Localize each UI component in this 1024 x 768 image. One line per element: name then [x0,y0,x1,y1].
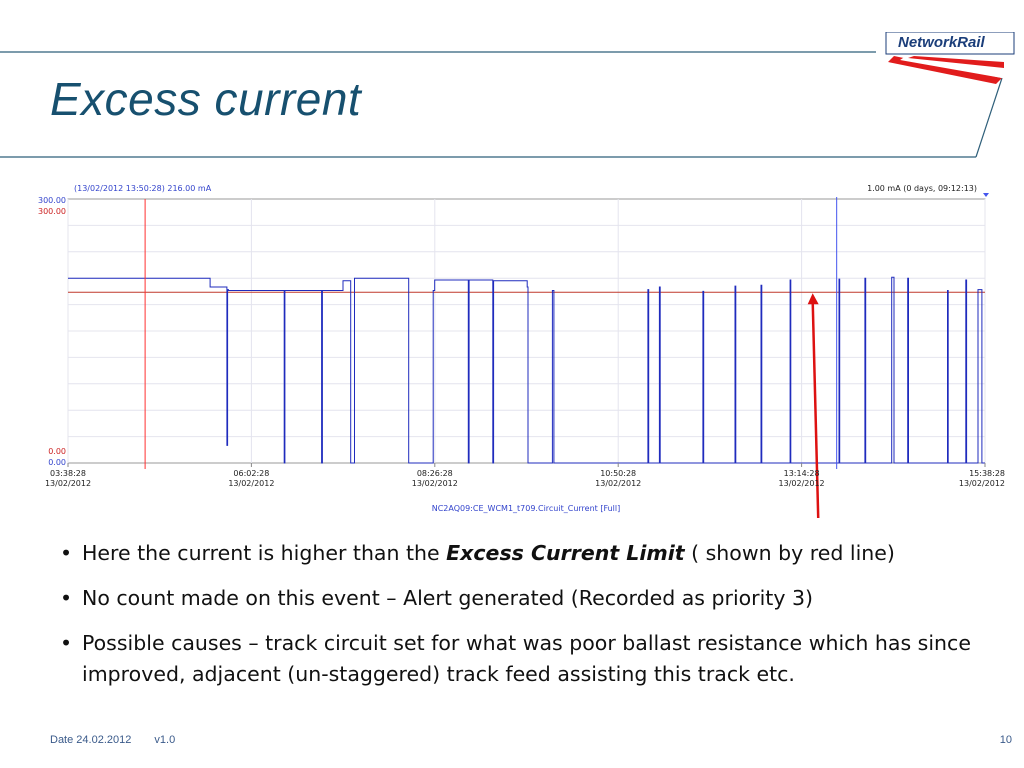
bullet-item-no-count: • No count made on this event – Alert generated (Recorded as priority 3) [60,586,814,610]
y-bottom-label-1: 0.00 [48,447,66,456]
series-name: NC2AQ09:CE_WCM1_t709.Circuit_Current [Full] [431,504,621,513]
x-tick-label-time: 13:14:28 [783,469,820,478]
x-tick-label-time: 06:02:28 [233,469,270,478]
footer-left [50,734,195,746]
x-tick-group [45,463,1005,488]
x-tick-label-date: 13/02/2012 [411,479,458,488]
y-bottom-label-2: 0.00 [48,458,66,467]
footer-version: v1.0 [154,734,176,746]
x-tick-label-date: 13/02/2012 [44,479,92,488]
network-rail-logo [884,32,1016,84]
x-tick-label-date: 13/02/2012 [228,479,275,488]
y-top-label-2: 300.00 [38,207,66,216]
x-tick-label-time: 08:26:28 [416,469,453,478]
cursor-right-marker [983,193,989,197]
footer-page-number: 10 [999,734,1012,746]
header-slant-rule [976,78,1002,157]
current-chart [0,178,1024,518]
x-tick-label-date: 13/02/2012 [958,479,1005,488]
bullet-item-causes: • Possible causes – track circuit set for what was poor ballast resistance which has since improved, adjacent (un-staggered) track feed assisting this track etc. [60,631,971,686]
y-top-label-1: 300.00 [38,196,66,205]
cursor-right-readout: 1.00 mA (0 days, 09:12:13) [867,184,977,193]
x-tick-label-date: 13/02/2012 [595,479,642,488]
bullet-item-excess-limit: • Here the current is higher than the Excess Current Limit ( shown by red line) [60,541,895,565]
excess-current-limit-term: Excess Current Limit [446,541,685,565]
cursor-left-readout: (13/02/2012 13:50:28) 216.00 mA [74,184,212,193]
chart-svg [0,178,1024,518]
logo-text: NetworkRail [898,34,985,51]
footer-date: Date 24.02.2012 [50,734,132,746]
slide-title: Excess current [50,73,362,125]
x-tick-label-date: 13/02/2012 [778,479,825,488]
slide-header [0,0,1024,170]
bullet-list [60,538,1000,704]
x-tick-label-time: 15:38:28 [969,469,1005,478]
x-tick-label-time: 03:38:28 [50,469,86,478]
x-tick-label-time: 10:50:28 [600,469,637,478]
